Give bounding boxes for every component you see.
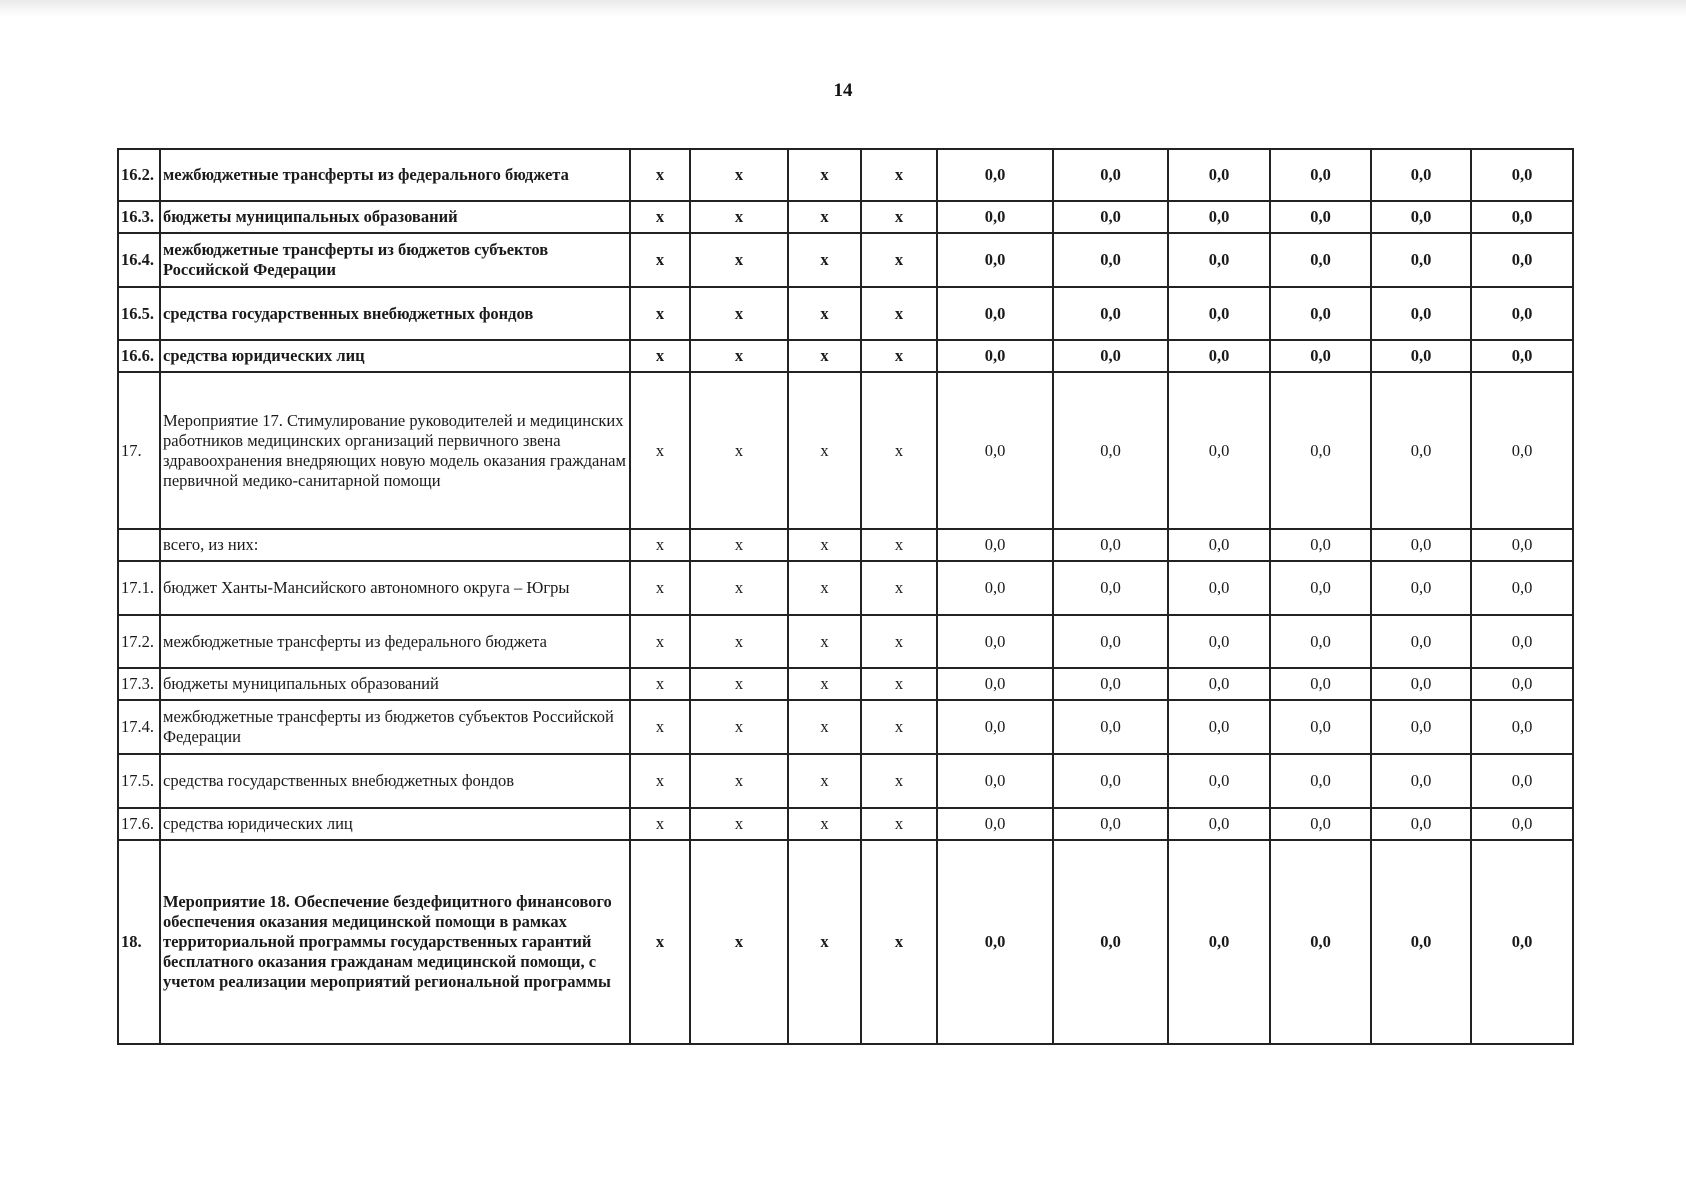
value-cell: 0,0: [937, 529, 1053, 561]
value-cell: 0,0: [1371, 561, 1471, 615]
value-cell: 0,0: [1168, 201, 1270, 233]
page-number: 14: [833, 80, 853, 101]
value-cell: 0,0: [1270, 201, 1371, 233]
value-cell: 0,0: [1270, 668, 1371, 700]
row-description: всего, из них:: [160, 529, 630, 561]
value-cell: 0,0: [937, 700, 1053, 754]
table-row: [118, 287, 1573, 340]
value-cell: 0,0: [1270, 754, 1371, 808]
row-description: Мероприятие 18. Обеспечение бездефицитного финансового обеспечения оказания медицинской помощи в рамках территориальной программы государственных гарантий бесплатного оказания гражданам медицинской помощи, с учетом реализации мероприятий региональной программы: [160, 840, 630, 1044]
value-cell: 0,0: [1168, 372, 1270, 529]
value-cell: 0,0: [937, 754, 1053, 808]
mark-cell: x: [630, 233, 690, 287]
value-cell: 0,0: [1471, 808, 1573, 840]
mark-cell: x: [788, 668, 861, 700]
value-cell: 0,0: [1053, 668, 1168, 700]
mark-cell: x: [788, 233, 861, 287]
value-cell: 0,0: [1371, 233, 1471, 287]
value-cell: 0,0: [1053, 149, 1168, 201]
mark-cell: x: [690, 233, 788, 287]
mark-cell: x: [861, 233, 937, 287]
mark-cell: x: [690, 201, 788, 233]
mark-cell: x: [861, 201, 937, 233]
value-cell: 0,0: [1053, 615, 1168, 668]
mark-cell: x: [630, 201, 690, 233]
value-cell: 0,0: [937, 233, 1053, 287]
table-row: [118, 561, 1573, 615]
mark-cell: x: [788, 840, 861, 1044]
row-description: межбюджетные трансферты из федерального бюджета: [160, 149, 630, 201]
value-cell: 0,0: [1471, 615, 1573, 668]
mark-cell: x: [788, 201, 861, 233]
mark-cell: x: [690, 340, 788, 372]
budget-table: [117, 148, 1574, 1045]
mark-cell: x: [861, 668, 937, 700]
value-cell: 0,0: [1168, 561, 1270, 615]
value-cell: 0,0: [1168, 754, 1270, 808]
value-cell: 0,0: [1270, 615, 1371, 668]
row-number: 16.4.: [118, 233, 160, 287]
row-description: межбюджетные трансферты из бюджетов субъектов Российской Федерации: [160, 700, 630, 754]
mark-cell: x: [630, 615, 690, 668]
value-cell: 0,0: [1270, 808, 1371, 840]
mark-cell: x: [861, 808, 937, 840]
mark-cell: x: [690, 615, 788, 668]
value-cell: 0,0: [1471, 840, 1573, 1044]
mark-cell: x: [630, 700, 690, 754]
mark-cell: x: [630, 668, 690, 700]
value-cell: 0,0: [1168, 840, 1270, 1044]
mark-cell: x: [861, 840, 937, 1044]
table-row: [118, 201, 1573, 233]
mark-cell: x: [861, 529, 937, 561]
mark-cell: x: [690, 287, 788, 340]
value-cell: 0,0: [1471, 233, 1573, 287]
mark-cell: x: [690, 372, 788, 529]
value-cell: 0,0: [1371, 668, 1471, 700]
value-cell: 0,0: [1053, 840, 1168, 1044]
mark-cell: x: [788, 700, 861, 754]
value-cell: 0,0: [1471, 201, 1573, 233]
table-row: [118, 808, 1573, 840]
value-cell: 0,0: [1270, 529, 1371, 561]
row-description: бюджет Ханты-Мансийского автономного округа – Югры: [160, 561, 630, 615]
value-cell: 0,0: [1371, 372, 1471, 529]
mark-cell: x: [630, 287, 690, 340]
value-cell: 0,0: [1471, 149, 1573, 201]
value-cell: 0,0: [937, 372, 1053, 529]
row-number: 17.2.: [118, 615, 160, 668]
value-cell: 0,0: [1471, 700, 1573, 754]
table-row: [118, 340, 1573, 372]
value-cell: 0,0: [937, 615, 1053, 668]
value-cell: 0,0: [1270, 149, 1371, 201]
value-cell: 0,0: [1471, 287, 1573, 340]
value-cell: 0,0: [1270, 372, 1371, 529]
value-cell: 0,0: [1371, 808, 1471, 840]
mark-cell: x: [690, 840, 788, 1044]
row-description: средства юридических лиц: [160, 808, 630, 840]
value-cell: 0,0: [1053, 754, 1168, 808]
value-cell: 0,0: [1371, 201, 1471, 233]
row-number: 16.2.: [118, 149, 160, 201]
mark-cell: x: [788, 340, 861, 372]
row-description: средства государственных внебюджетных фондов: [160, 754, 630, 808]
table-row: [118, 700, 1573, 754]
mark-cell: x: [861, 149, 937, 201]
value-cell: 0,0: [1053, 340, 1168, 372]
value-cell: 0,0: [1168, 615, 1270, 668]
mark-cell: x: [690, 529, 788, 561]
value-cell: 0,0: [1270, 287, 1371, 340]
row-number: 17.4.: [118, 700, 160, 754]
value-cell: 0,0: [1471, 561, 1573, 615]
mark-cell: x: [630, 840, 690, 1044]
row-number: 17.5.: [118, 754, 160, 808]
value-cell: 0,0: [1270, 561, 1371, 615]
value-cell: 0,0: [1053, 201, 1168, 233]
mark-cell: x: [788, 561, 861, 615]
value-cell: 0,0: [1168, 700, 1270, 754]
row-number: 18.: [118, 840, 160, 1044]
row-number: 16.5.: [118, 287, 160, 340]
value-cell: 0,0: [1168, 340, 1270, 372]
value-cell: 0,0: [1371, 287, 1471, 340]
scan-edge: [0, 0, 1686, 18]
value-cell: 0,0: [1270, 233, 1371, 287]
mark-cell: x: [788, 149, 861, 201]
value-cell: 0,0: [1168, 529, 1270, 561]
row-number: [118, 529, 160, 561]
row-description: Мероприятие 17. Стимулирование руководителей и медицинских работников медицинских организаций первичного звена здравоохранения внедряющих новую модель оказания гражданам первичной медико-санитарной помощи: [160, 372, 630, 529]
value-cell: 0,0: [1053, 561, 1168, 615]
value-cell: 0,0: [1371, 529, 1471, 561]
row-number: 17.3.: [118, 668, 160, 700]
mark-cell: x: [690, 808, 788, 840]
value-cell: 0,0: [937, 561, 1053, 615]
value-cell: 0,0: [1371, 615, 1471, 668]
value-cell: 0,0: [1053, 233, 1168, 287]
value-cell: 0,0: [937, 201, 1053, 233]
row-number: 17.1.: [118, 561, 160, 615]
row-number: 16.3.: [118, 201, 160, 233]
mark-cell: x: [788, 615, 861, 668]
table-body: [118, 149, 1573, 1044]
row-description: средства государственных внебюджетных фондов: [160, 287, 630, 340]
value-cell: 0,0: [1053, 372, 1168, 529]
value-cell: 0,0: [1168, 287, 1270, 340]
value-cell: 0,0: [1168, 149, 1270, 201]
mark-cell: x: [630, 340, 690, 372]
mark-cell: x: [630, 529, 690, 561]
mark-cell: x: [861, 561, 937, 615]
mark-cell: x: [788, 754, 861, 808]
row-number: 17.6.: [118, 808, 160, 840]
value-cell: 0,0: [1053, 808, 1168, 840]
value-cell: 0,0: [1270, 840, 1371, 1044]
value-cell: 0,0: [1168, 233, 1270, 287]
value-cell: 0,0: [1053, 700, 1168, 754]
mark-cell: x: [788, 287, 861, 340]
table-row: [118, 840, 1573, 1044]
mark-cell: x: [861, 372, 937, 529]
mark-cell: x: [630, 561, 690, 615]
value-cell: 0,0: [1371, 149, 1471, 201]
mark-cell: x: [630, 808, 690, 840]
table-row: [118, 754, 1573, 808]
value-cell: 0,0: [1471, 529, 1573, 561]
mark-cell: x: [788, 808, 861, 840]
table-row: [118, 615, 1573, 668]
value-cell: 0,0: [1471, 372, 1573, 529]
table-row: [118, 529, 1573, 561]
value-cell: 0,0: [937, 808, 1053, 840]
table-row: [118, 233, 1573, 287]
mark-cell: x: [861, 700, 937, 754]
value-cell: 0,0: [937, 287, 1053, 340]
value-cell: 0,0: [1471, 754, 1573, 808]
row-description: бюджеты муниципальных образований: [160, 668, 630, 700]
value-cell: 0,0: [1371, 340, 1471, 372]
row-description: межбюджетные трансферты из федерального бюджета: [160, 615, 630, 668]
value-cell: 0,0: [1471, 340, 1573, 372]
row-number: 17.: [118, 372, 160, 529]
row-number: 16.6.: [118, 340, 160, 372]
mark-cell: x: [630, 754, 690, 808]
mark-cell: x: [690, 561, 788, 615]
value-cell: 0,0: [1270, 340, 1371, 372]
value-cell: 0,0: [937, 340, 1053, 372]
mark-cell: x: [630, 372, 690, 529]
table-row: [118, 668, 1573, 700]
value-cell: 0,0: [1270, 700, 1371, 754]
value-cell: 0,0: [1471, 668, 1573, 700]
value-cell: 0,0: [1371, 754, 1471, 808]
table-row: [118, 372, 1573, 529]
mark-cell: x: [690, 700, 788, 754]
value-cell: 0,0: [937, 668, 1053, 700]
row-description: межбюджетные трансферты из бюджетов субъектов Российской Федерации: [160, 233, 630, 287]
value-cell: 0,0: [1168, 668, 1270, 700]
value-cell: 0,0: [937, 840, 1053, 1044]
mark-cell: x: [788, 372, 861, 529]
mark-cell: x: [861, 287, 937, 340]
value-cell: 0,0: [1053, 287, 1168, 340]
mark-cell: x: [630, 149, 690, 201]
row-description: средства юридических лиц: [160, 340, 630, 372]
value-cell: 0,0: [1053, 529, 1168, 561]
mark-cell: x: [861, 754, 937, 808]
row-description: бюджеты муниципальных образований: [160, 201, 630, 233]
value-cell: 0,0: [937, 149, 1053, 201]
value-cell: 0,0: [1371, 840, 1471, 1044]
mark-cell: x: [788, 529, 861, 561]
value-cell: 0,0: [1371, 700, 1471, 754]
mark-cell: x: [690, 149, 788, 201]
mark-cell: x: [861, 615, 937, 668]
mark-cell: x: [690, 668, 788, 700]
mark-cell: x: [690, 754, 788, 808]
table-row: [118, 149, 1573, 201]
mark-cell: x: [861, 340, 937, 372]
value-cell: 0,0: [1168, 808, 1270, 840]
